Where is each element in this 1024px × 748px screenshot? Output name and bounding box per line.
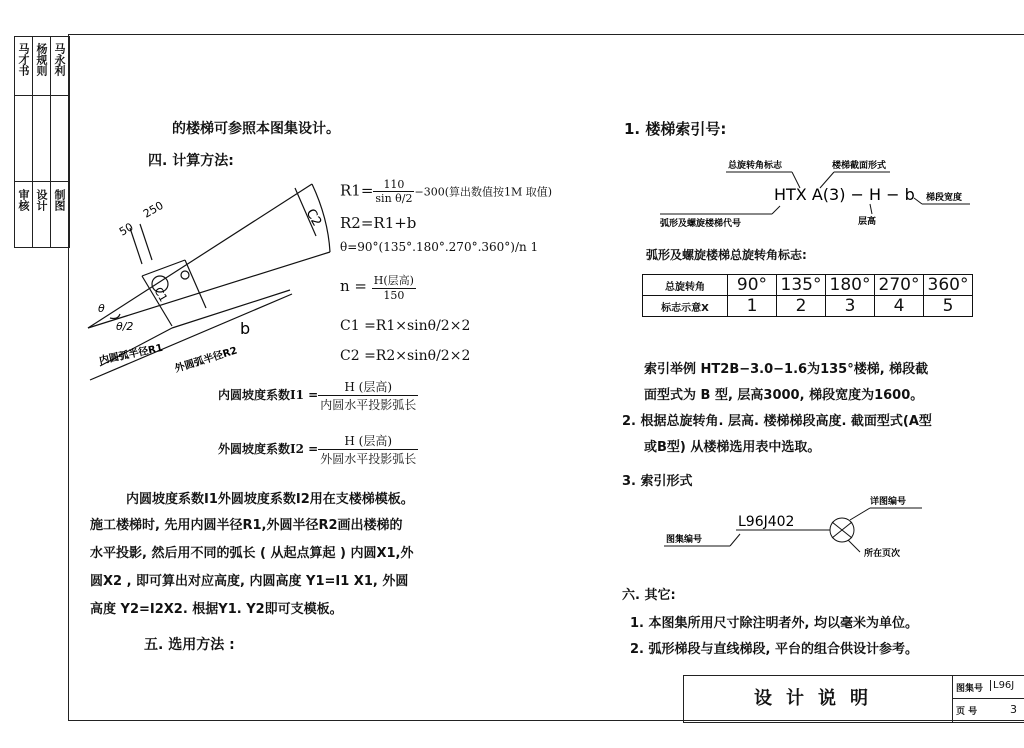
label-type-code: 弧形及螺旋楼梯代号 bbox=[660, 219, 742, 229]
index-code: HTX A(3) − H − b bbox=[774, 185, 915, 204]
other-line-1: 1. 本图集所用尺寸除注明者外, 均以毫米为单位。 bbox=[630, 616, 918, 631]
formula-r1: R1= $\frac{110}{\text{sin θ/2}}$ −300(算出数值按1M 取值) bbox=[340, 178, 553, 205]
dim-250: 250 bbox=[141, 198, 166, 221]
table-cell: 5 bbox=[924, 296, 973, 317]
turn-angle-table bbox=[642, 274, 973, 317]
label-width: 梯段宽度 bbox=[926, 193, 963, 203]
table-cell: 180° bbox=[826, 275, 875, 296]
table-cell: 2 bbox=[777, 296, 826, 317]
table-cell: 360° bbox=[924, 275, 973, 296]
drawing-title: 设计说明 bbox=[684, 676, 953, 722]
section-6-heading: 六. 其它: bbox=[622, 588, 676, 603]
section-4-heading: 四. 计算方法: bbox=[148, 153, 234, 169]
label-b: b bbox=[240, 319, 251, 338]
table-row bbox=[643, 296, 973, 317]
label-page-loc: 所在页次 bbox=[864, 549, 901, 559]
table-cell: 135° bbox=[777, 275, 826, 296]
atlas-number-label: 图集号 bbox=[956, 684, 984, 694]
formula-c2: C2 =R2×sinθ/2×2 bbox=[340, 348, 471, 364]
role-1: 审核 bbox=[17, 189, 30, 211]
table-cell: 3 bbox=[826, 296, 875, 317]
signature-col-3 bbox=[51, 37, 68, 247]
label-section-form: 楼梯截面形式 bbox=[832, 161, 887, 171]
role-2: 设计 bbox=[35, 189, 48, 211]
example-line-1: 索引举例 HT2B−3.0−1.6为135°楼梯, 梯段截 bbox=[644, 362, 929, 377]
label-c1: C1 bbox=[151, 285, 171, 305]
atlas-number-value: L96J bbox=[990, 680, 1014, 691]
table-caption: 弧形及螺旋楼梯总旋转角标志: bbox=[646, 248, 807, 262]
item-2-line-1: 2. 根据总旋转角. 层高. 楼梯梯段高度. 截面型式(A型 bbox=[622, 414, 932, 429]
table-cell: 1 bbox=[728, 296, 777, 317]
page-number-value: 3 bbox=[1010, 703, 1017, 716]
formula-r2: R2=R1+b bbox=[340, 214, 417, 232]
role-3: 制图 bbox=[53, 189, 66, 211]
item-2-line-2: 或B型) 从楼梯选用表中选取。 bbox=[644, 440, 821, 455]
signature-col-2 bbox=[33, 37, 51, 247]
index-form-diagram bbox=[660, 490, 960, 566]
label-theta-half: θ/2 bbox=[116, 320, 134, 333]
atlas-code: L96J402 bbox=[738, 514, 795, 530]
index-code-diagram bbox=[640, 152, 980, 232]
other-line-2: 2. 弧形梯段与直线梯段, 平台的组合供设计参考。 bbox=[630, 642, 918, 657]
label-detail-no: 详图编号 bbox=[870, 497, 907, 507]
signature-3: 马永利 bbox=[53, 43, 66, 76]
intro-text: 的楼梯可参照本图集设计。 bbox=[172, 121, 340, 137]
page-number-label: 页 号 bbox=[956, 707, 978, 717]
table-cell: 4 bbox=[875, 296, 924, 317]
label-theta: θ bbox=[98, 302, 105, 315]
paragraph-line-4: 圆X2 , 即可算出对应高度, 内圆高度 Y1=I1 X1, 外圆 bbox=[90, 574, 409, 589]
table-row-label: 总旋转角 bbox=[643, 275, 728, 296]
dim-50: 50 bbox=[117, 220, 136, 239]
paragraph-line-2: 施工楼梯时, 先用内圆半径R1,外圆半径R2画出楼梯的 bbox=[90, 518, 403, 533]
paragraph-line-5: 高度 Y2=I2X2. 根据Y1. Y2即可支模板。 bbox=[90, 602, 343, 617]
signature-2: 杨规则 bbox=[35, 43, 48, 76]
label-outer-radius: 外圆弧半径R2 bbox=[173, 345, 239, 375]
label-atlas-no: 图集编号 bbox=[666, 535, 703, 545]
title-block bbox=[683, 675, 1024, 723]
heading-index-number: 1. 楼梯索引号: bbox=[624, 120, 727, 138]
label-c2: C2 bbox=[302, 206, 325, 230]
frame-top-border bbox=[68, 34, 1024, 35]
paragraph-line-1: 内圆坡度系数I1外圆坡度系数I2用在支楼梯模板。 bbox=[126, 492, 414, 507]
label-floor-height: 层高 bbox=[858, 217, 877, 227]
signature-box bbox=[14, 36, 70, 248]
table-row bbox=[643, 275, 973, 296]
formula-i2: 外圆坡度系数I2 = $\frac{\text{H (层高)}}{\text{外圆水平投影弧长}}$ bbox=[218, 434, 417, 466]
table-row-label: 标志示意X bbox=[643, 296, 728, 317]
section-5-heading: 五. 选用方法 : bbox=[144, 637, 235, 653]
signature-col-1 bbox=[15, 37, 33, 247]
table-cell: 90° bbox=[728, 275, 777, 296]
signature-1: 马才书 bbox=[17, 43, 30, 76]
formula-c1: C1 =R1×sinθ/2×2 bbox=[340, 318, 471, 334]
atlas-number-row bbox=[952, 676, 1024, 699]
example-line-2: 面型式为 B 型, 层高3000, 梯段宽度为1600。 bbox=[644, 388, 924, 403]
label-turn-mark: 总旋转角标志 bbox=[728, 161, 783, 171]
table-cell: 270° bbox=[875, 275, 924, 296]
label-inner-radius: 内圆弧半径R1 bbox=[98, 342, 164, 367]
formula-theta: θ=90°(135°.180°.270°.360°)/n 1 bbox=[340, 240, 539, 254]
item-3-heading: 3. 索引形式 bbox=[622, 474, 693, 489]
page-number-row bbox=[952, 699, 1024, 721]
formula-i1: 内圆坡度系数I1 = $\frac{\text{H (层高)}}{\text{内圆水平投影弧长}}$ bbox=[218, 380, 417, 412]
formula-n: n = $\frac{\text{H(层高)}}{150}$ bbox=[340, 274, 414, 302]
paragraph-line-3: 水平投影, 然后用不同的弧长 ( 从起点算起 ) 内圆X1,外 bbox=[90, 546, 414, 561]
